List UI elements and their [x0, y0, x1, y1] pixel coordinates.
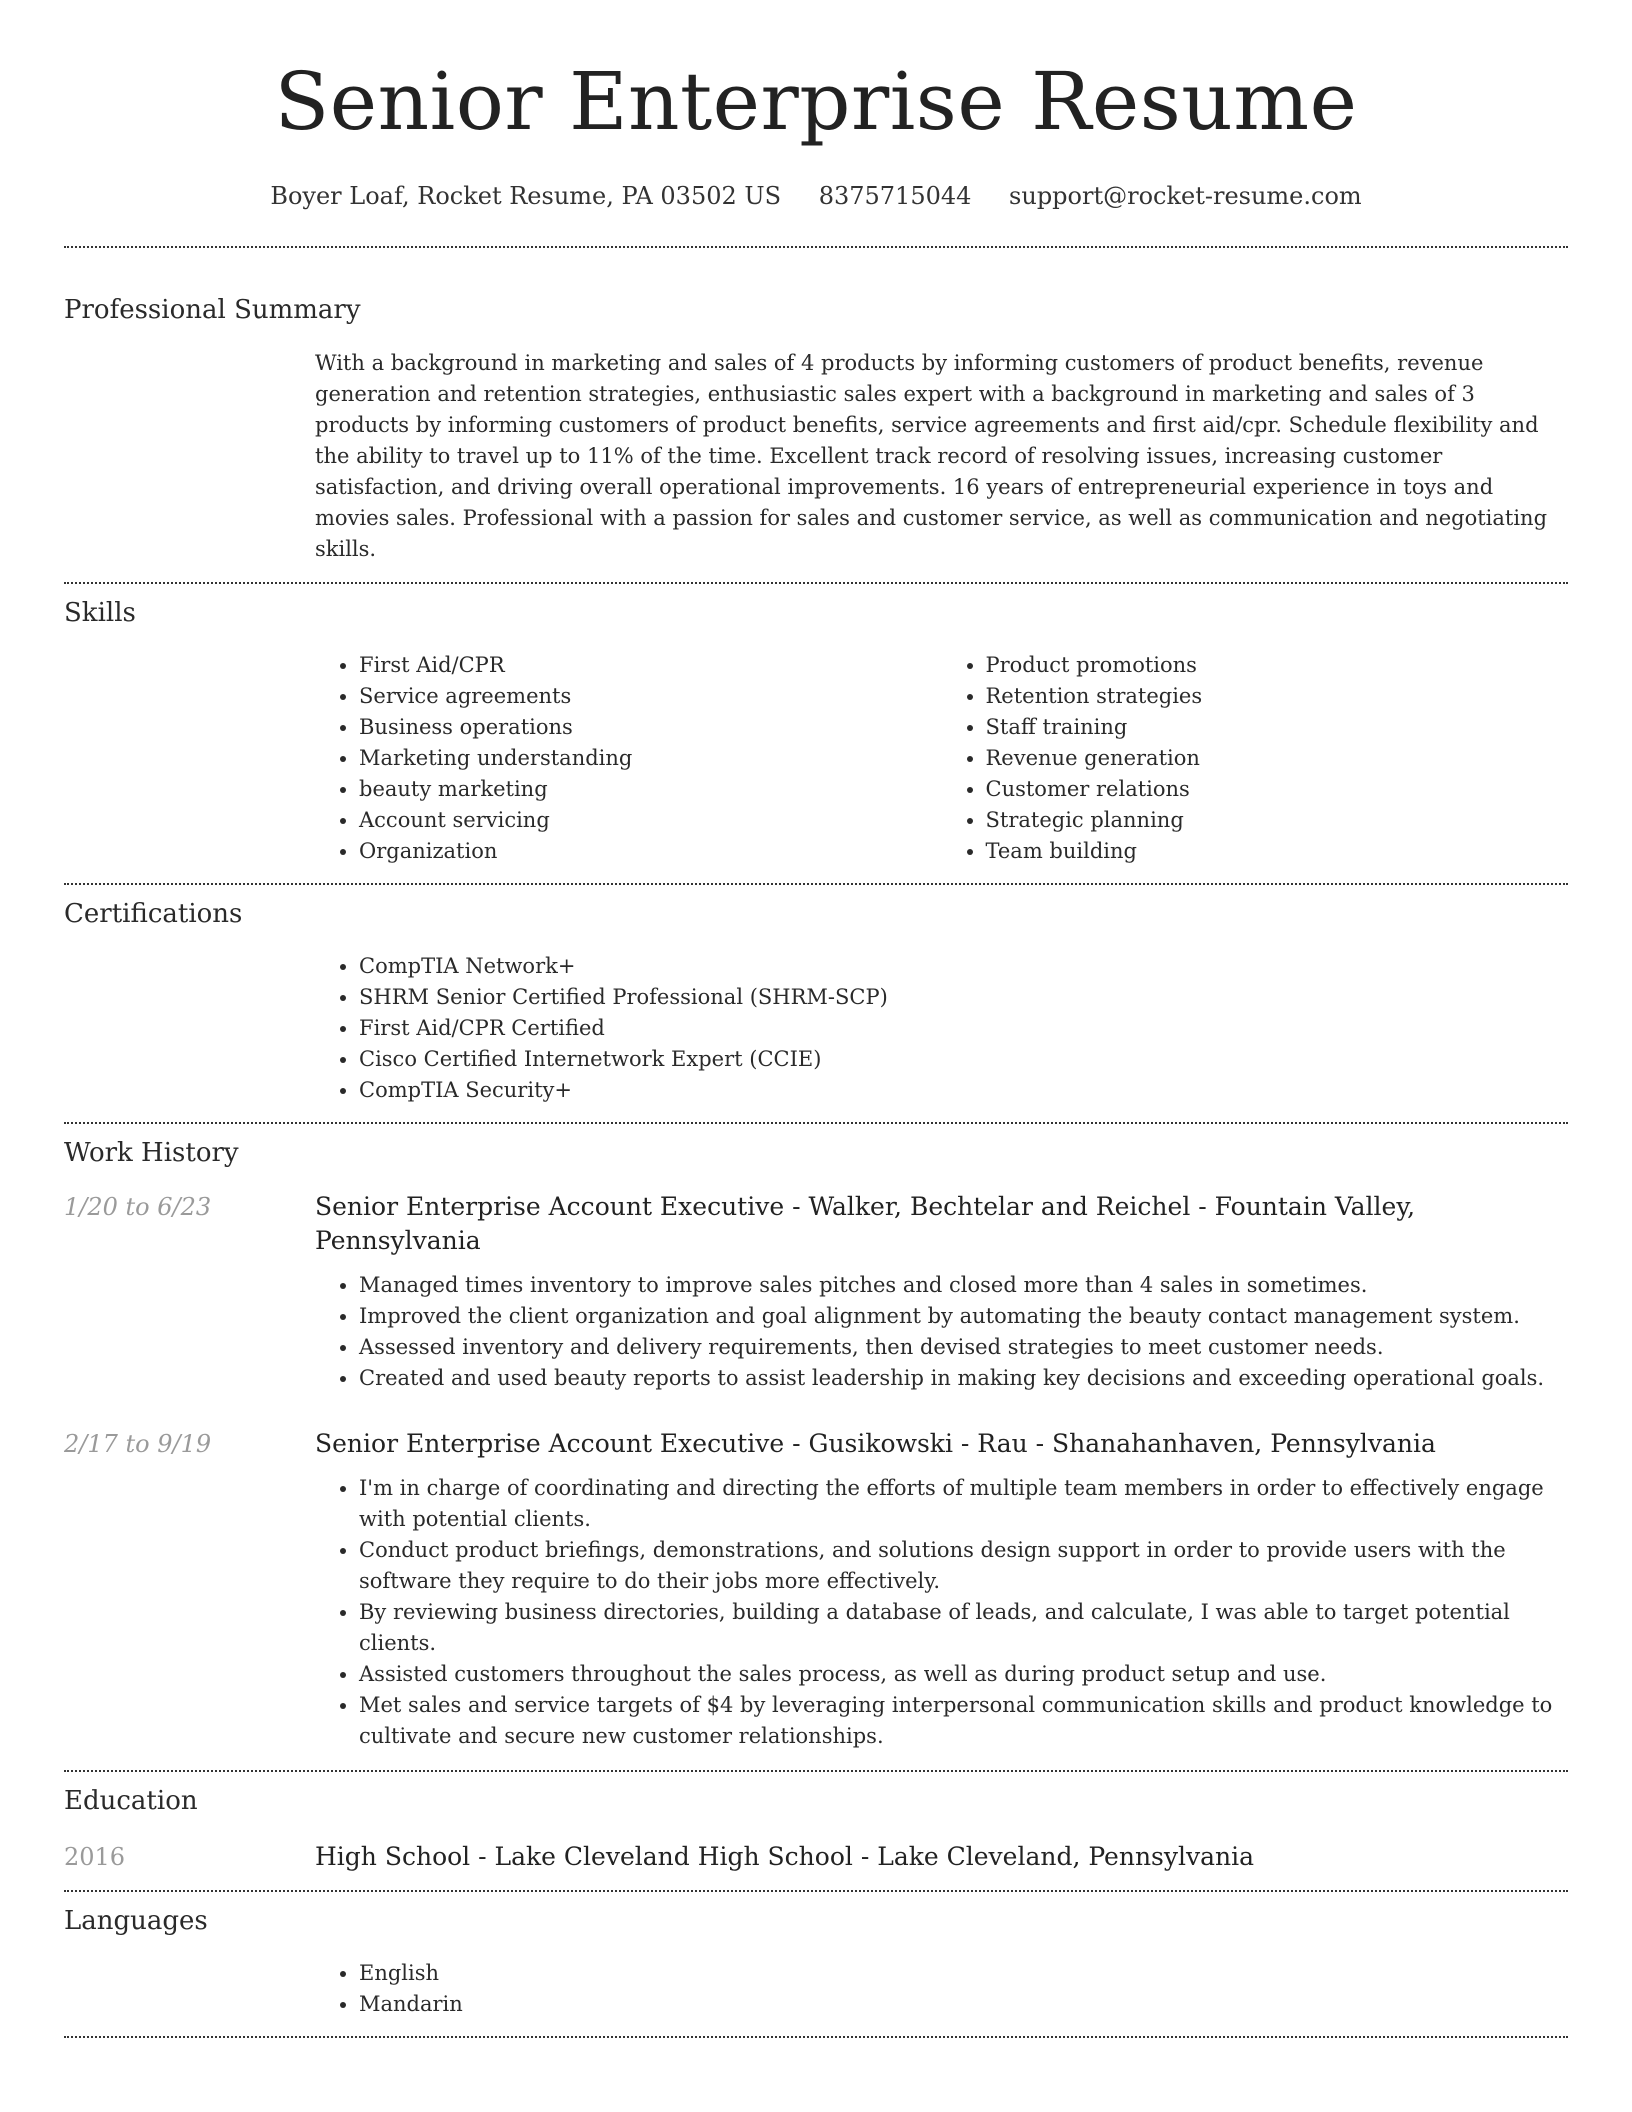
resume-page: [64, 0, 1568, 2038]
education-entry: [64, 1840, 1568, 1890]
list-item: • Improved the client organization and goal alignment by automating the beauty contact management system.: [359, 1301, 1568, 1332]
resume-name: Senior Enterprise Resume: [274, 55, 1358, 148]
job-date: 2/17 to 9/19: [64, 1430, 212, 1458]
skills-left-column: [315, 650, 942, 867]
contact-line: [64, 180, 1568, 212]
list-item: • Customer relations: [986, 774, 1569, 805]
skills-right-column: [942, 650, 1569, 867]
list-item: • Staff training: [986, 712, 1569, 743]
list-item: • First Aid/CPR Certified: [359, 1013, 1568, 1044]
list-item: • Strategic planning: [986, 805, 1569, 836]
contact-phone: 8375715044: [818, 182, 972, 210]
list-item: • SHRM Senior Certified Professional (SHRM-SCP): [359, 982, 1568, 1013]
list-item: • Business operations: [359, 712, 942, 743]
work-history-section: [64, 1124, 1568, 1770]
list-item: • English: [359, 1958, 1568, 1989]
list-item: • I'm in charge of coordinating and directing the efforts of multiple team members in order to effectively engage with potential clients.: [359, 1473, 1568, 1535]
job-date: 1/20 to 6/23: [64, 1193, 212, 1221]
section-title-skills: Skills: [64, 598, 136, 628]
section-title-education: Education: [64, 1786, 198, 1816]
list-item: • Managed times inventory to improve sales pitches and closed more than 4 sales in sometimes.: [359, 1270, 1568, 1301]
list-item: • Team building: [986, 836, 1569, 867]
list-item: • Revenue generation: [986, 743, 1569, 774]
summary-section: [64, 248, 1568, 582]
section-title-languages: Languages: [64, 1906, 208, 1936]
job-title: Senior Enterprise Account Executive - Gusikowski - Rau - Shanahanhaven, Pennsylvania: [315, 1429, 1436, 1458]
education-section: [64, 1772, 1568, 1890]
job-bullets: [315, 1473, 1568, 1770]
section-title-certifications: Certifications: [64, 899, 243, 929]
list-item: • CompTIA Security+: [359, 1075, 1568, 1106]
list-item: • Met sales and service targets of $4 by leveraging interpersonal communication skills and product knowledge to cultivate and secure new customer relationships.: [359, 1690, 1568, 1752]
list-item: • First Aid/CPR: [359, 650, 942, 681]
list-item: • Mandarin: [359, 1989, 1568, 2020]
summary-text: With a background in marketing and sales of 4 products by informing customers of product benefits, revenue generation and retention strategies, enthusiastic sales expert with a background in marketing and sales of 3 products by informing customers of product benefits, service agreements and first aid/cpr. Schedule flexibility and the ability to travel up to 11% of the time. Excellent track record of resolving issues, increasing customer satisfaction, and driving overall operational improvements. 16 years of entrepreneurial experience in toys and movies sales. Professional with a passion for sales and customer service, as well as communication and negotiating skills.: [315, 351, 1548, 561]
certifications-list: [315, 951, 1568, 1122]
list-item: • Account servicing: [359, 805, 942, 836]
contact-address: Boyer Loaf, Rocket Resume, PA 03502 US: [270, 182, 782, 210]
list-item: • beauty marketing: [359, 774, 942, 805]
list-item: • Conduct product briefings, demonstrations, and solutions design support in order to provide users with the software they require to do their jobs more effectively.: [359, 1535, 1568, 1597]
list-item: • Assessed inventory and delivery requirements, then devised strategies to meet customer needs.: [359, 1332, 1568, 1363]
job-entry: [64, 1427, 1568, 1770]
list-item: • Cisco Certified Internetwork Expert (CCIE): [359, 1044, 1568, 1075]
job-header: [64, 1427, 1568, 1461]
job-header: [64, 1190, 1568, 1258]
resume-header: [64, 0, 1568, 212]
section-title-work-history: Work History: [64, 1138, 239, 1168]
job-title: Senior Enterprise Account Executive - Walker, Bechtelar and Reichel - Fountain Valley, Pennsylvania: [315, 1192, 1416, 1255]
divider: [64, 2036, 1568, 2038]
list-item: • Product promotions: [986, 650, 1569, 681]
list-item: • Retention strategies: [986, 681, 1569, 712]
contact-email: support@rocket-resume.com: [1009, 182, 1362, 210]
list-item: • Organization: [359, 836, 942, 867]
list-item: • Assisted customers throughout the sales process, as well as during product setup and use.: [359, 1659, 1568, 1690]
list-item: • Created and used beauty reports to assist leadership in making key decisions and exceeding operational goals.: [359, 1363, 1568, 1394]
job-bullets: [315, 1270, 1568, 1394]
languages-section: [64, 1892, 1568, 2036]
education-title: High School - Lake Cleveland High School - Lake Cleveland, Pennsylvania: [315, 1842, 1255, 1871]
list-item: • CompTIA Network+: [359, 951, 1568, 982]
list-item: • Service agreements: [359, 681, 942, 712]
skills-list: [315, 650, 1568, 883]
skills-section: [64, 584, 1568, 883]
certifications-section: [64, 885, 1568, 1122]
education-date: 2016: [64, 1843, 126, 1871]
job-entry: [64, 1190, 1568, 1394]
list-item: • By reviewing business directories, building a database of leads, and calculate, I was able to target potential clients.: [359, 1597, 1568, 1659]
section-title-summary: Professional Summary: [64, 295, 361, 325]
languages-list: [315, 1958, 1568, 2036]
list-item: • Marketing understanding: [359, 743, 942, 774]
